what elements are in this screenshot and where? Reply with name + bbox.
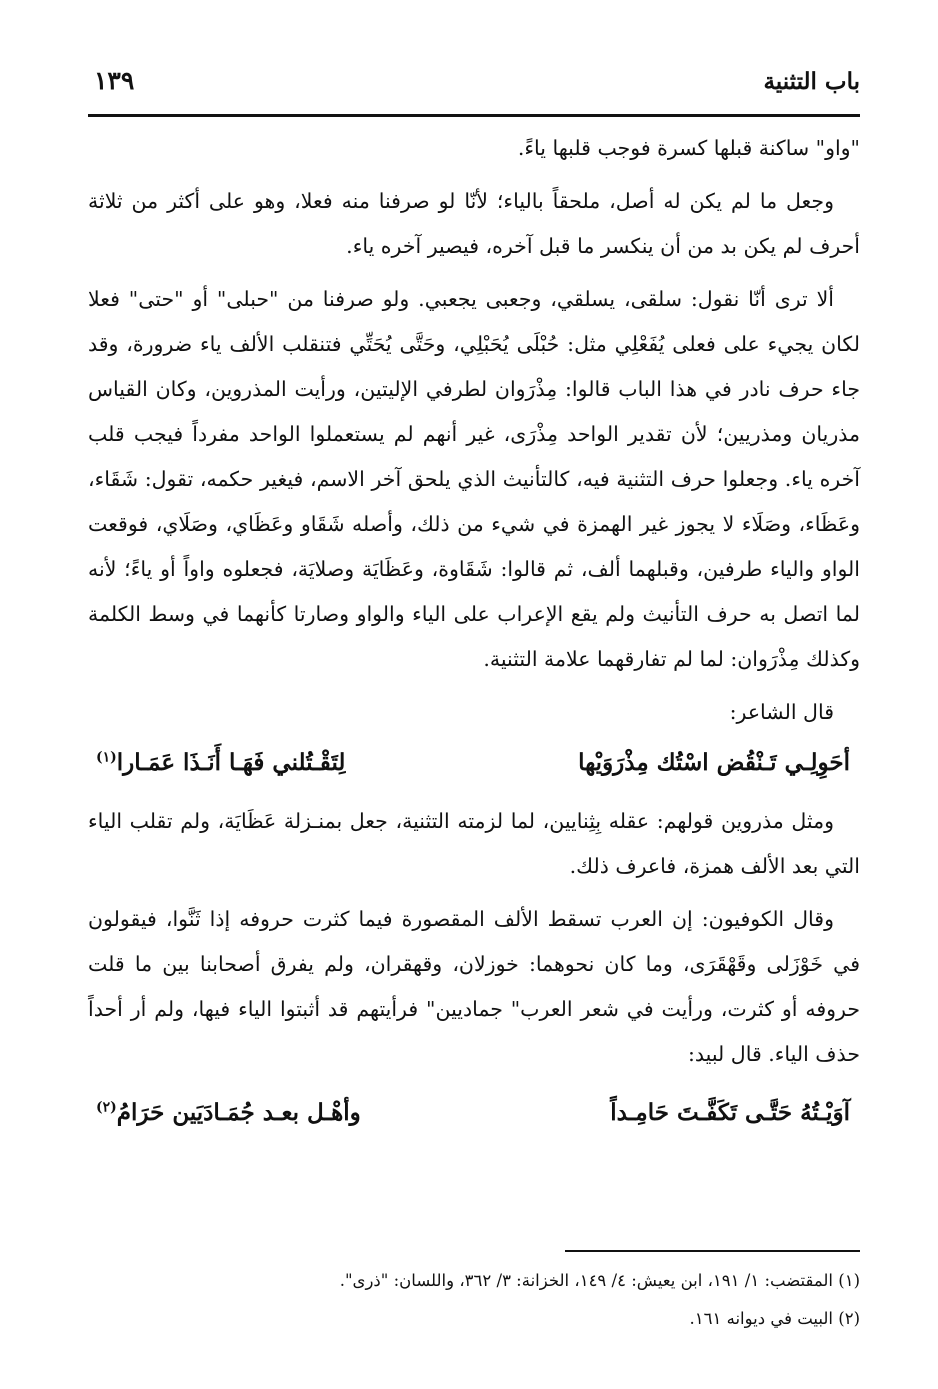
paragraph: وجعل ما لم يكن له أصل، ملحقاً بالياء؛ لأنّا لو صرفنا منه فعلا، وهو على أكثر من ثلاثة أحرف لم يكن بد من أن ينكسر ما قبل آخره، فيصير آخره ياء. <box>88 189 860 258</box>
footnote-rule <box>565 1250 860 1252</box>
verse-line <box>88 735 860 791</box>
paragraph: "واو" ساكنة قبلها كسرة فوجب قلبها ياءً. <box>517 136 860 160</box>
paragraph: ألا ترى أنّا نقول: سلقى، يسلقي، وجعبى يجعبي. ولو صرفنا من "حبلى" أو "حتى" فعلا لكان يجيء على فعلى يُفَعْلِي مثل: حُبْلَى يُحَبْلِي، وحَتَّى يُحَتِّي فتنقلب الألف ياء ضرورة، وقد جاء حرف نادر في هذا الباب قالوا: مِذْرَوان لطرفي الإليتين، ورأيت المذروين، وكان القياس مذريان ومذريين؛ لأن تقدير الواحد مِذْرَى، غير أنهم لم يستعملوا الواحد مفرداً فيجب قلب آخره ياء. وجعلوا حرف التثنية فيه، كالتأنيث الذي يلحق آخر الاسم، فيغير حكمه، تقول: شَقَاء، وعَظَاء، وصَلَاء لا يجوز غير الهمزة في شيء من ذلك، وأصله شَقَاو وعَظَاي، وصَلَاي، فوقعت الواو والياء طرفين، وقبلهما ألف، ثم قالوا: شَقَاوة، وعَظَايَة وصلايَة، فجعلوه واواً أو ياءً؛ لأنه لما اتصل به حرف التأنيث ولم يقع الإعراب على الياء والواو وصارتا كأنهما في وسط الكلمة وكذلك مِذْرَوان: لما لم تفارقهما علامة التثنية. <box>88 287 860 671</box>
paragraph: وقال الكوفيون: إن العرب تسقط الألف المقصورة فيما كثرت حروفه إذا ثَنَّوا، فيقولون في خَوْزَلى وقَهْقَرَى، وما كان نحوهما: خوزلان، وقهقران، ولم يفرق أصحابنا بين ما قلت حروفه أو كثرت، ورأيت في شعر العرب" جماديين" فرأيتهم قد أثبتوا الياء فيها، ولم أر أحداً حذف الياء. قال لبيد: <box>88 907 860 1066</box>
running-title: باب التثنية <box>763 68 860 95</box>
footnote-ref: (١) <box>96 749 117 766</box>
verse-second-hemistich-text: وأهْـل بعـد جُمَـادَيَين حَرَامُ <box>116 1099 361 1126</box>
verse-second-hemistich <box>88 735 345 791</box>
footnotes <box>88 1250 860 1338</box>
verse-second-hemistich <box>88 1085 361 1141</box>
poet-label: قال الشاعر: <box>729 700 834 724</box>
paragraph: ومثل مذروين قولهم: عقله بِثِنايين، لما لزمته التثنية، جعل بمنـزلة عَظَايَة، ولم تقلب الياء التي بعد الألف همزة، فاعرف ذلك. <box>88 809 860 878</box>
main-text <box>88 126 860 1141</box>
footnote: (١) المقتضب: ١/ ١٩١، ابن يعيش: ٤/ ١٤٩، الخزانة: ٣/ ٣٦٢، واللسان: "ذرى". <box>339 1271 860 1290</box>
verse-second-hemistich-text: لِتَقْـتُلني فَهَـا أَنَـذَا عَمَـارا <box>116 749 346 776</box>
verse-first-hemistich <box>610 1085 860 1141</box>
book-page <box>88 60 860 1389</box>
verse-line <box>88 1085 860 1141</box>
verse-first-hemistich-text: آوَيْـتُهُ حَتَّـى تَكَفَّـتَ حَامِـداً <box>610 1099 850 1126</box>
verse-first-hemistich <box>578 735 860 791</box>
footnote: (٢) البيت في ديوانه ١٦١. <box>689 1309 860 1328</box>
page-header <box>88 60 860 112</box>
page-number: ١٣٩ <box>94 66 135 95</box>
header-rule <box>88 114 860 117</box>
verse-first-hemistich-text: أحَوِلِـي تَـنْقُض اسْتُك مِذْرَوَيْها <box>578 749 850 776</box>
footnote-ref: (٢) <box>96 1099 117 1116</box>
